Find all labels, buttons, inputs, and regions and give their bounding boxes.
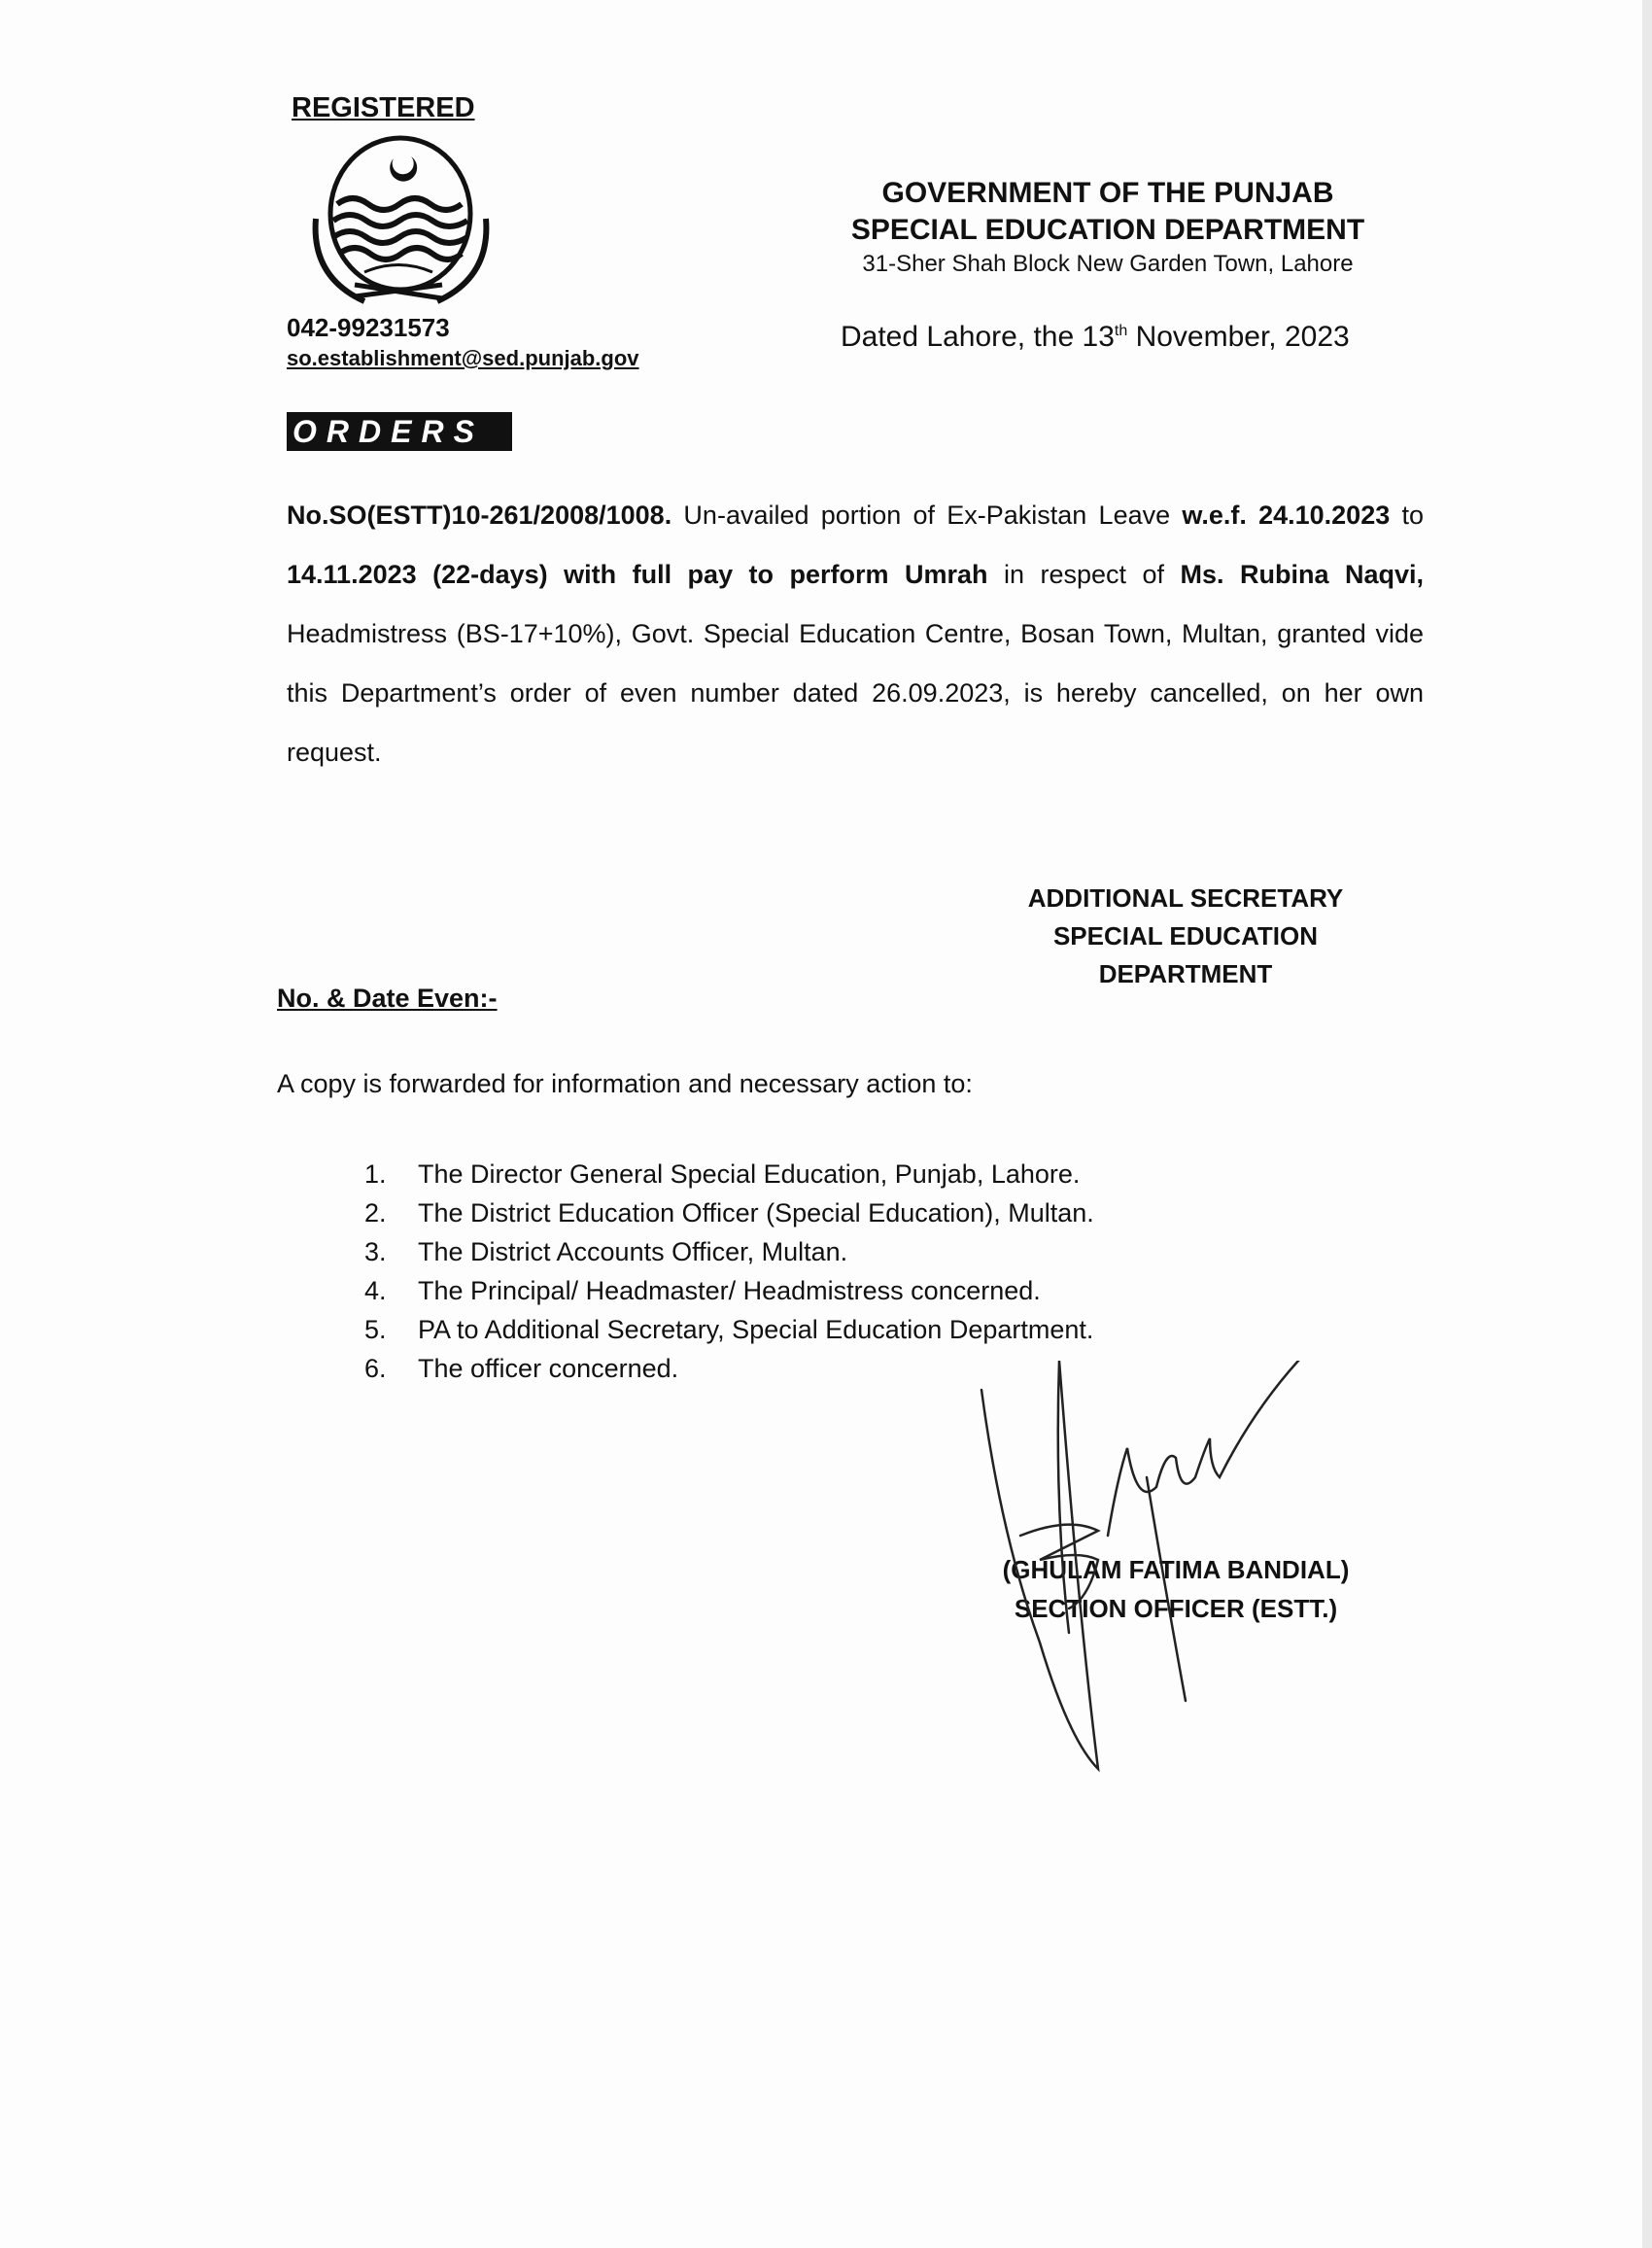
- body-text: in respect of: [987, 560, 1181, 589]
- punjab-emblem-logo: [296, 131, 505, 311]
- item-text: The District Education Officer (Special Education), Multan.: [418, 1198, 1094, 1228]
- authority-line: SPECIAL EDUCATION: [1052, 921, 1319, 951]
- body-text: Un-availed portion of Ex-Pakistan Leave: [671, 501, 1183, 530]
- registered-label: REGISTERED: [292, 92, 475, 123]
- handwritten-signature: [962, 1361, 1312, 1798]
- department-title: SPECIAL EDUCATION DEPARTMENT: [850, 214, 1365, 246]
- order-reference: No.SO(ESTT)10-261/2008/1008.: [287, 501, 672, 530]
- email-link[interactable]: so.establishment@sed.punjab.gov: [287, 346, 639, 370]
- list-item: [364, 1232, 1094, 1271]
- item-text: PA to Additional Secretary, Special Education Department.: [418, 1315, 1094, 1344]
- item-number: 4.: [364, 1276, 387, 1305]
- department-address: 31-Sher Shah Block New Garden Town, Lahore: [862, 251, 1354, 277]
- item-number: 5.: [364, 1315, 387, 1344]
- date-sup: th: [1114, 323, 1128, 339]
- list-item: [364, 1310, 1094, 1349]
- item-number: 6.: [364, 1354, 387, 1383]
- body-text: to: [1390, 501, 1424, 530]
- list-item: [364, 1193, 1094, 1232]
- date-prefix: Dated Lahore, the 13: [841, 321, 1115, 353]
- leave-range: 14.11.2023 (22-days) with full pay to perform Umrah: [287, 560, 988, 589]
- orders-heading: ORDERS: [287, 412, 512, 451]
- copy-intro: A copy is forwarded for information and necessary action to:: [277, 1069, 973, 1098]
- department-header: [816, 175, 1399, 280]
- order-paragraph: [287, 486, 1424, 782]
- leave-start: w.e.f. 24.10.2023: [1182, 501, 1391, 530]
- date-suffix: November, 2023: [1127, 321, 1350, 353]
- no-date-even-heading: No. & Date Even:-: [277, 984, 498, 1013]
- item-text: The Director General Special Education, Punjab, Lahore.: [418, 1159, 1081, 1189]
- list-item: [364, 1155, 1094, 1193]
- body-text: Headmistress (BS-17+10%), Govt. Special Education Centre, Bosan Town, Multan, granted vide this Department’s order of even number dated 26.09.2023, is hereby cancelled, on her own request.: [287, 619, 1424, 767]
- item-text: The officer concerned.: [418, 1354, 679, 1383]
- signatory-name: (GHULAM FATIMA BANDIAL): [1002, 1555, 1350, 1584]
- recipient-list: [364, 1155, 1094, 1388]
- item-number: 1.: [364, 1159, 387, 1189]
- list-item: [364, 1271, 1094, 1310]
- item-text: The Principal/ Headmaster/ Headmistress concerned.: [418, 1276, 1041, 1305]
- issuing-authority: [991, 880, 1380, 993]
- page-edge: [1642, 0, 1652, 2248]
- authority-line: DEPARTMENT: [1098, 959, 1273, 988]
- signatory-title: SECTION OFFICER (ESTT.): [1014, 1594, 1338, 1623]
- letter-date: [841, 321, 1350, 354]
- item-number: 2.: [364, 1198, 387, 1228]
- authority-line: ADDITIONAL SECRETARY: [1027, 883, 1344, 913]
- phone-number: 042-99231573: [287, 313, 450, 342]
- government-title: GOVERNMENT OF THE PUNJAB: [881, 177, 1334, 209]
- employee-name: Ms. Rubina Naqvi,: [1180, 560, 1424, 589]
- item-text: The District Accounts Officer, Multan.: [418, 1237, 848, 1266]
- item-number: 3.: [364, 1237, 387, 1266]
